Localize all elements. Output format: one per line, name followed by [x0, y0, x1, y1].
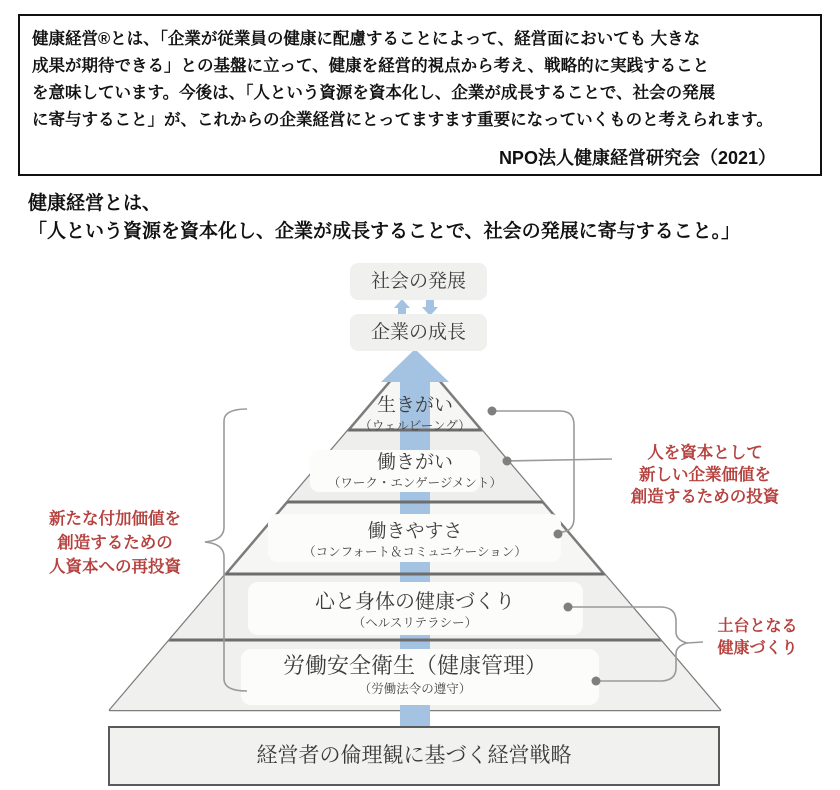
level-label: 働きがい	[376, 452, 453, 473]
level-ikigai	[215, 395, 615, 434]
annotation-left	[20, 507, 210, 579]
annotation-line: 新しい企業価値を	[639, 466, 771, 484]
level-sublabel: （コンフォート＆コミュニケーション）	[303, 545, 527, 559]
level-sublabel: （ヘルスリテラシー）	[352, 616, 478, 630]
corporate-growth-box: 企業の成長	[350, 314, 487, 351]
quote-box	[18, 14, 822, 176]
annotation-line: 人を資本として	[647, 444, 763, 462]
level-label: 働きやすさ	[367, 521, 463, 542]
annotation-line: 土台となる	[717, 618, 798, 635]
annotation-line: 人資本への再投資	[49, 558, 181, 576]
level-hatarakiyasusa	[215, 521, 615, 560]
annotation-line: 創造するための投資	[630, 488, 780, 506]
definition-line1: 健康経営とは、	[28, 193, 162, 214]
quote-line: を意味しています。今後は、「人という資源を資本化し、企業が成長することで、社会の発展	[32, 84, 716, 102]
level-roudou-anzen	[215, 653, 615, 697]
level-kokoro-karada	[215, 592, 615, 631]
definition-line2: 「人という資源を資本化し、企業が成長することで、社会の発展に寄与すること。」	[28, 221, 741, 242]
level-sublabel: （ウェルビーング）	[359, 419, 471, 433]
base-strategy-box: 経営者の倫理観に基づく経営戦略	[108, 726, 720, 786]
level-label: 心と身体の健康づくり	[315, 591, 515, 613]
level-sublabel: （労働法令の遵守）	[358, 682, 472, 696]
annotation-line: 新たな付加価値を	[49, 510, 181, 528]
annotation-line: 創造するための	[57, 534, 173, 552]
level-label: 労働安全衛生（健康管理）	[282, 653, 547, 678]
level-sublabel: （ワーク・エンゲージメント）	[327, 476, 503, 490]
quote-line: 成果が期待できる」との基盤に立って、健康を経営的視点から考え、戦略的に実践すること	[32, 57, 710, 75]
quote-line: 健康経営®とは、「企業が従業員の健康に配慮することによって、経営面においても 大きな	[32, 30, 701, 48]
quote-attribution: NPO法人健康経営研究会（2021）	[498, 148, 776, 168]
annotation-line: 健康づくり	[717, 640, 798, 657]
definition-heading	[28, 190, 828, 246]
annotation-right-bottom	[695, 616, 820, 660]
level-hatarakigai	[215, 452, 615, 491]
annotation-right-top	[615, 442, 795, 508]
level-label: 生きがい	[376, 395, 453, 416]
social-development-box: 社会の発展	[350, 263, 487, 300]
quote-text	[32, 26, 816, 134]
quote-line: に寄与すること」が、これからの企業経営にとってますます重要になっていくものと考えられます。	[32, 111, 773, 129]
